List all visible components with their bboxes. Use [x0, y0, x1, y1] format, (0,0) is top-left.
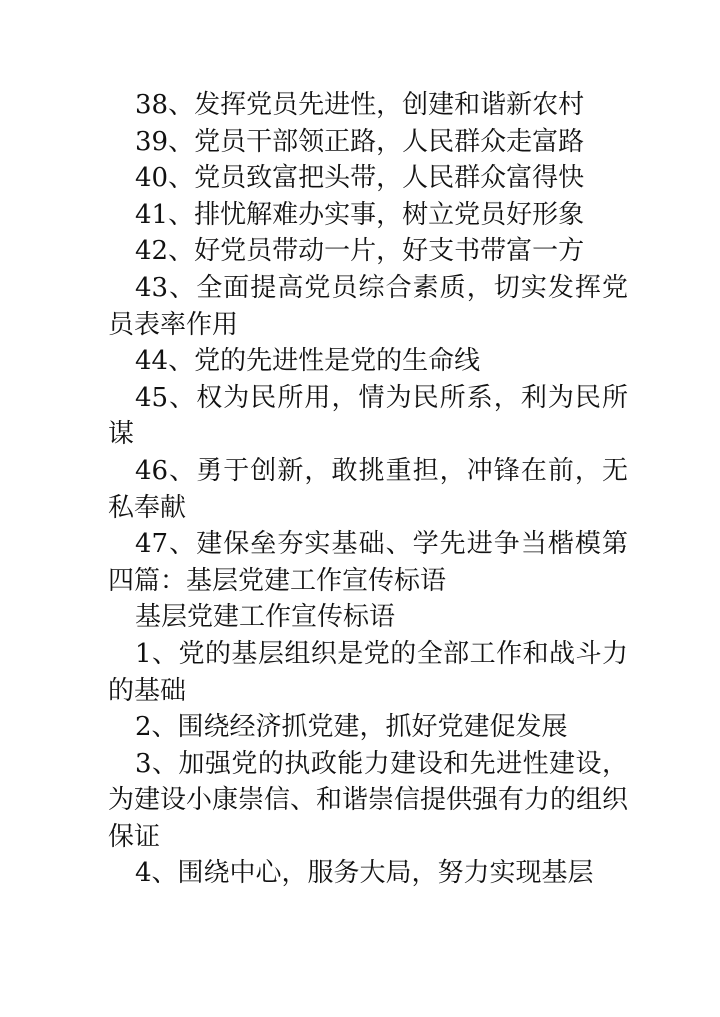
document-page	[108, 87, 628, 892]
slogan-2: 2、围绕经济抓党建，抓好党建促发展	[135, 712, 568, 743]
slogan-42: 42、好党员带动一片，好支书带富一方	[135, 236, 585, 267]
slogan-4: 4、围绕中心，服务大局，努力实现基层	[135, 858, 594, 889]
slogan-46: 46、勇于创新，敢挑重担，冲锋在前，无私奉献	[108, 455, 628, 523]
slogan-45: 45、权为民所用，情为民所系，利为民所谋	[108, 382, 628, 450]
slogan-38: 38、发挥党员先进性，创建和谐新农村	[135, 90, 585, 120]
slogan-1: 1、党的基层组织是党的全部工作和战斗力的基础	[108, 638, 628, 706]
section-title: 基层党建工作宣传标语	[135, 602, 396, 633]
slogan-40: 40、党员致富把头带，人民群众富得快	[135, 163, 585, 194]
slogan-47-section-heading: 47、建保垒夯实基础、学先进争当楷模第四篇：基层党建工作宣传标语	[108, 529, 628, 596]
slogan-44: 44、党的先进性是党的生命线	[135, 346, 481, 377]
slogan-39: 39、党员干部领正路，人民群众走富路	[135, 126, 585, 157]
slogan-3: 3、加强党的执政能力建设和先进性建设，为建设小康崇信、和谐崇信提供强有力的组织保证	[108, 748, 629, 852]
slogan-43: 43、全面提高党员综合素质，切实发挥党员表率作用	[108, 272, 628, 340]
slogan-41: 41、排忧解难办实事，树立党员好形象	[135, 199, 585, 230]
